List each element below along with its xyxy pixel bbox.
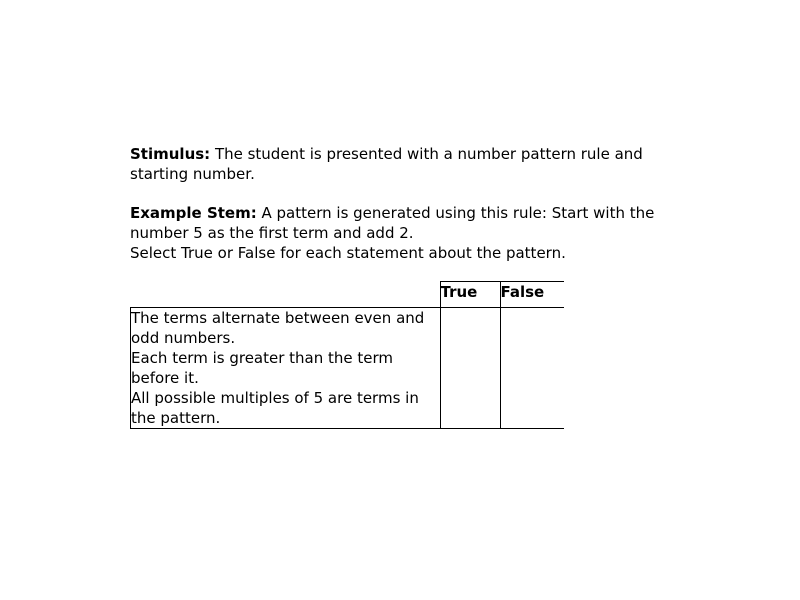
stimulus-text: The student is presented with a number pattern rule and starting number. [130,145,643,183]
statement-1: The terms alternate between even and odd numbers. [131,307,441,348]
item-description [130,144,670,263]
stimulus-label: Stimulus: [130,145,211,163]
example-stem-label: Example Stem: [130,204,257,222]
statement-2: Each term is greater than the term before it. [131,348,441,388]
statement-3-false-cell[interactable] [500,388,564,429]
stimulus-paragraph [130,144,670,184]
example-stem-text: A pattern is generated using this rule: Start with the number 5 as the first term and add 2. [130,204,655,242]
statement-2-false-cell[interactable] [500,348,564,388]
table-row [131,388,565,429]
table-row [131,348,565,388]
statement-1-true-cell[interactable] [440,307,500,348]
true-column-header: True [440,282,500,308]
statement-2-true-cell[interactable] [440,348,500,388]
table-header-row [131,282,565,308]
example-stem-instruction: Select True or False for each statement about the pattern. [130,244,566,262]
statement-3: All possible multiples of 5 are terms in the pattern. [131,388,441,429]
statement-1-false-cell[interactable] [500,307,564,348]
true-false-table [130,281,564,429]
false-column-header: False [500,282,564,308]
statement-3-true-cell[interactable] [440,388,500,429]
example-stem-paragraph [130,203,670,263]
table-corner-cell [131,282,441,308]
table-row [131,307,565,348]
